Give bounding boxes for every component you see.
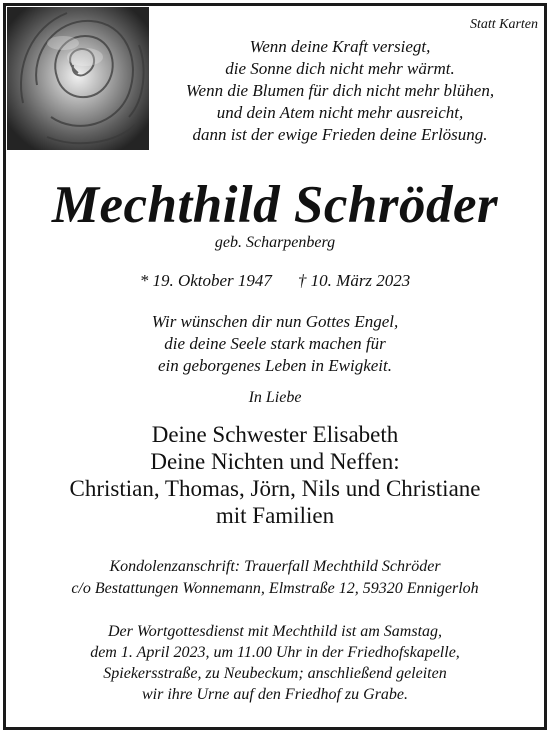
service-line: Der Wortgottesdienst mit Mechthild ist am Samstag,	[107, 623, 443, 640]
deceased-name: Mechthild Schröder	[51, 176, 499, 234]
poem-line: die Sonne dich nicht mehr wärmt.	[225, 59, 455, 78]
condolence-address	[0, 556, 550, 600]
service-line: dem 1. April 2023, um 11.00 Uhr in der Friedhofskapelle,	[90, 644, 460, 661]
verse-line: die deine Seele stark machen für	[164, 334, 386, 353]
blessing-verse	[0, 311, 550, 377]
service-line: Spiekersstraße, zu Neubeckum; anschließend geleiten	[103, 665, 447, 682]
verse-line: Wir wünschen dir nun Gottes Engel,	[151, 312, 399, 331]
birth-name: geb. Scharpenberg	[214, 234, 336, 251]
statt-karten-label: Statt Karten	[469, 17, 538, 32]
service-line: wir ihre Urne auf den Friedhof zu Grabe.	[141, 686, 409, 703]
poem-line: Wenn deine Kraft versiegt,	[249, 37, 431, 56]
mourner-line: mit Familien	[215, 503, 335, 528]
birth-date: * 19. Oktober 1947	[139, 271, 272, 290]
poem-line: und dein Atem nicht mehr ausreicht,	[216, 103, 464, 122]
poem-line: dann ist der ewige Frieden deine Erlösung.	[192, 125, 488, 144]
poem-line: Wenn die Blumen für dich nicht mehr blühen,	[185, 81, 495, 100]
mourner-line: Christian, Thomas, Jörn, Nils und Christiane	[69, 476, 481, 501]
verse-line: ein geborgenes Leben in Ewigkeit.	[157, 356, 392, 375]
condolence-line: c/o Bestattungen Wonnemann, Elmstraße 12, 59320 Ennigerloh	[71, 580, 479, 597]
mourner-line: Deine Nichten und Neffen:	[150, 449, 400, 474]
in-liebe-label: In Liebe	[248, 389, 302, 406]
condolence-line: Kondolenzanschrift: Trauerfall Mechthild Schröder	[109, 558, 441, 575]
opening-poem	[150, 36, 530, 146]
mourner-line: Deine Schwester Elisabeth	[151, 422, 399, 447]
rose-photo-icon	[7, 7, 149, 150]
mourners-list	[0, 421, 550, 529]
death-date: † 10. März 2023	[297, 271, 411, 290]
service-notice	[0, 621, 550, 705]
life-dates	[0, 271, 550, 291]
